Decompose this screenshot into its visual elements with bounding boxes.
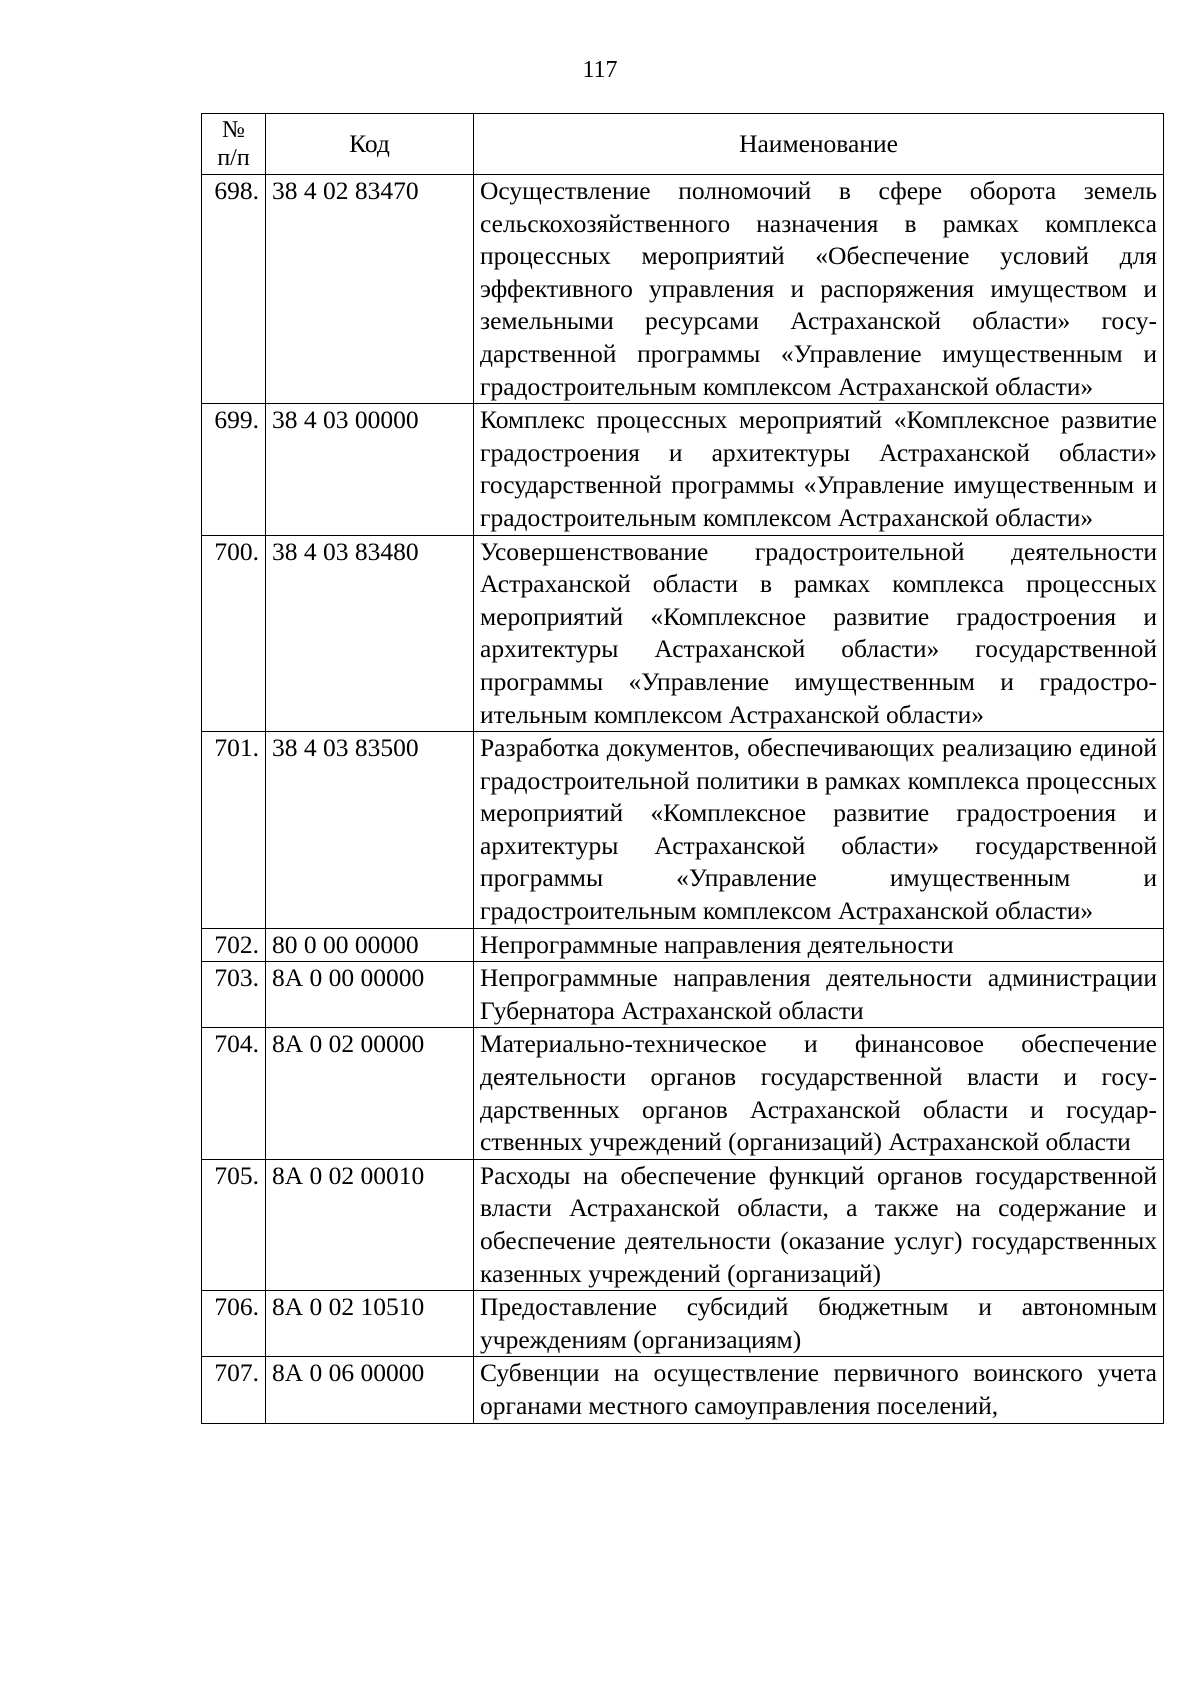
table-row	[202, 175, 1164, 404]
table-row	[202, 928, 1164, 962]
table-row	[202, 732, 1164, 929]
row-name: Разработка документов, обеспечивающих реализацию единой градостроительной политики в рамках комплекса процессных мероприятий «Комплексное развитие градостроения и архитектуры Астраханской области» государственной программы «Управление имущественным и градостроительным комплексом Астраханской области»	[474, 732, 1164, 929]
row-name: Материально-техническое и финансовое обеспечение деятельности органов государственной власти и государственных органов Астраханской области и государственных учреждений (организаций) Астраханской области	[474, 1028, 1164, 1159]
table-row	[202, 1028, 1164, 1159]
table-row	[202, 535, 1164, 732]
row-name: Расходы на обеспечение функций органов государственной власти Астраханской области, а также на содержание и обеспечение деятельности (оказание услуг) государственных казенных учреждений (организаций)	[474, 1159, 1164, 1290]
column-header-number-line2: п/п	[217, 145, 250, 171]
row-code: 8А 0 02 00000	[266, 1028, 474, 1159]
row-name: Предоставление субсидий бюджетным и автономным учреждениям (организациям)	[474, 1291, 1164, 1357]
row-number: 699.	[202, 404, 266, 535]
row-name: Комплекс процессных мероприятий «Комплексное развитие градостроения и архитектуры Астраханской области» государственной программы «Управление имущественным и градостроительным комплексом Астраханской области»	[474, 404, 1164, 535]
row-number: 706.	[202, 1291, 266, 1357]
row-code: 8А 0 00 00000	[266, 962, 474, 1028]
table-row	[202, 1159, 1164, 1290]
row-name: Осуществление полномочий в сфере оборота земель сельскохозяйственного назначения в рамках комплекса процессных мероприятий «Обеспечение условий для эффективного управления и распоряжения имуществом и земельными ресурсами Астраханской области» государственной программы «Управление имущественным и градостроительным комплексом Астраханской области»	[474, 175, 1164, 404]
row-name: Усовершенствование градостроительной деятельности Астраханской области в рамках комплекса процессных мероприятий «Комплексное развитие градостроения и архитектуры Астраханской области» государственной программы «Управление имущественным и градостроительным комплексом Астраханской области»	[474, 535, 1164, 732]
budget-classification-table	[201, 113, 1164, 1424]
row-number: 704.	[202, 1028, 266, 1159]
table-row	[202, 962, 1164, 1028]
row-name: Субвенции на осуществление первичного воинского учета органами местного самоуправления поселений,	[474, 1357, 1164, 1423]
row-number: 698.	[202, 175, 266, 404]
row-code: 8А 0 02 00010	[266, 1159, 474, 1290]
table-row	[202, 1291, 1164, 1357]
row-number: 705.	[202, 1159, 266, 1290]
row-code: 8А 0 06 00000	[266, 1357, 474, 1423]
row-number: 707.	[202, 1357, 266, 1423]
row-code: 38 4 02 83470	[266, 175, 474, 404]
row-number: 703.	[202, 962, 266, 1028]
table-row	[202, 404, 1164, 535]
table-row	[202, 1357, 1164, 1423]
row-name: Непрограммные направления деятельности	[474, 928, 1164, 962]
page-number: 117	[582, 57, 618, 83]
row-number: 702.	[202, 928, 266, 962]
row-number: 701.	[202, 732, 266, 929]
row-code: 38 4 03 83500	[266, 732, 474, 929]
row-number: 700.	[202, 535, 266, 732]
row-code: 38 4 03 00000	[266, 404, 474, 535]
column-header-name: Наименование	[474, 114, 1164, 175]
row-name: Непрограммные направления деятельности администрации Губернатора Астраханской области	[474, 962, 1164, 1028]
row-code: 80 0 00 00000	[266, 928, 474, 962]
row-code: 38 4 03 83480	[266, 535, 474, 732]
table-header-row	[202, 114, 1164, 175]
row-code: 8А 0 02 10510	[266, 1291, 474, 1357]
column-header-code: Код	[266, 114, 474, 175]
column-header-number	[202, 114, 266, 175]
column-header-number-line1: №	[222, 117, 245, 143]
